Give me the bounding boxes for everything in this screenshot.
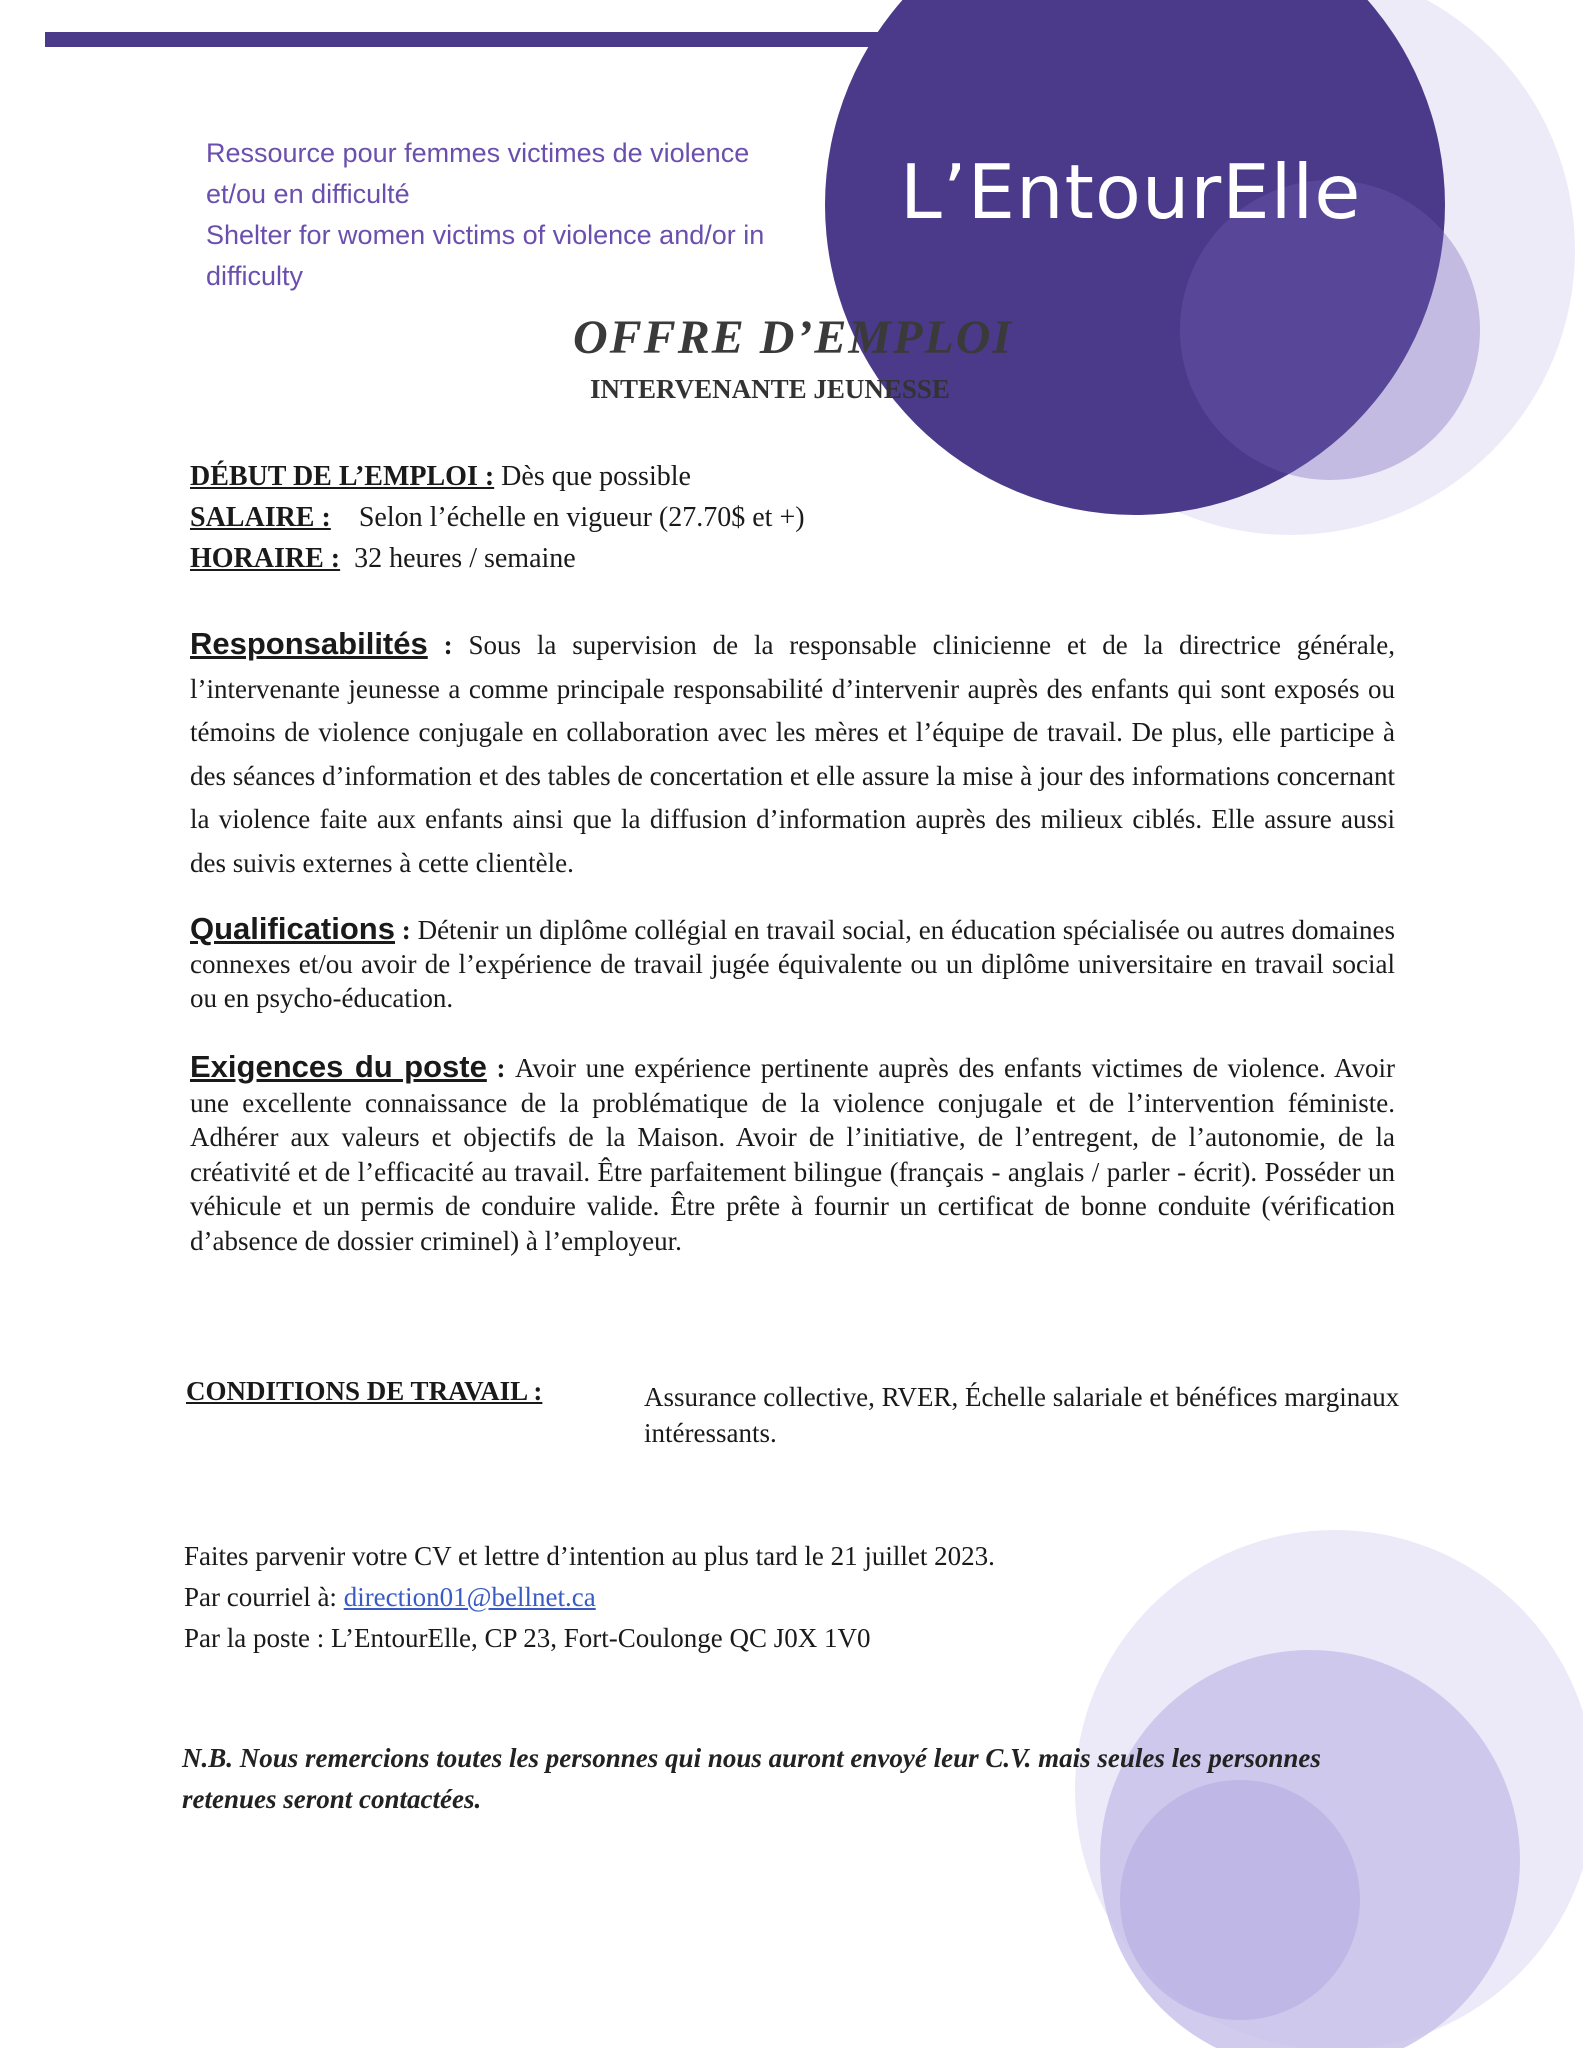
section-text: Sous la supervision de la responsable clinicienne et de la directrice générale, l’intervenante jeunesse a comme principale responsabilité d’intervenir auprès des enfants qui sont exposés ou témoins de violence conjugale en collaboration avec les mères et l’équipe de travail. De plus, elle participe à des séances d’information et des tables de concertation et elle assure la mise à jour des informations concernant la violence faite aux enfants ainsi que la diffusion d’information auprès des milieux ciblés. Elle assure aussi des suivis externes à cette clientèle. [190,630,1395,878]
section-heading: Qualifications [190,911,395,946]
apply-deadline: Faites parvenir votre CV et lettre d’intention au plus tard le 21 juillet 2023. [184,1541,995,1571]
page-subtitle: INTERVENANTE JEUNESSE [590,374,950,404]
fact-value: Dès que possible [501,461,691,492]
closing-note: N.B. Nous remercions toutes les personnes qui nous auront envoyé leur C.V. mais seules les personnes retenues seront contactées. [182,1743,1321,1814]
org-description-line: Shelter for women victims of violence and/or in [206,220,765,250]
fact-schedule [190,538,805,579]
apply-email-prefix: Par courriel à: [184,1582,344,1612]
section-text: Détenir un diplôme collégial en travail social, en éducation spécialisée ou autres domaines connexes et/ou avoir de l’expérience de travail jugée équivalente ou un diplôme universitaire en travail social ou en psycho-éducation. [190,915,1396,1013]
fact-value: Selon l’échelle en vigueur (27.70$ et +) [358,502,805,533]
org-description [206,133,886,297]
application-instructions [184,1536,995,1659]
fact-value: 32 heures / semaine [354,543,576,574]
org-description-line: et/ou en difficulté [206,179,410,209]
section-heading: Exigences du poste [190,1049,487,1084]
fact-label: DÉBUT DE L’EMPLOI : [190,461,495,492]
conditions-label: CONDITIONS DE TRAVAIL : [186,1376,543,1406]
org-description-line: difficulty [206,261,304,291]
section-text: Avoir une expérience pertinente auprès des enfants victimes de violence. Avoir une excellente connaissance de la problématique de la violence conjugale et de l’intervention féministe. Adhérer aux valeurs et objectifs de la Maison. Avoir de l’initiative, de l’entregent, de l’autonomie, de la créativité et de l’efficacité au travail. Être parfaitement bilingue (français - anglais / parler - écrit). Posséder un véhicule et un permis de conduire valide. Être prête à fournir un certificat de bonne conduite (vérification d’absence de dossier criminel) à l’employeur. [190,1053,1395,1256]
responsibilities-section: Responsabilités : Sous la supervision de la responsable clinicienne et de la directrice générale, l’intervenante jeunesse a comme principale responsabilité d’intervenir auprès des enfants qui sont exposés ou témoins de violence conjugale en collaboration avec les mères et l’équipe de travail. De plus, elle participe à des séances d’information et des tables de concertation et elle assure la mise à jour des informations concernant la violence faite aux enfants ainsi que la diffusion d’information auprès des milieux ciblés. Elle assure aussi des suivis externes à cette clientèle. [190,626,1395,878]
org-description-line: Ressource pour femmes victimes de violence [206,138,750,168]
job-facts [190,456,805,579]
qualifications-section: Qualifications : Détenir un diplôme collégial en travail social, en éducation spécialisée ou autres domaines connexes et/ou avoir de l’expérience de travail jugée équivalente ou un diplôme universitaire en travail social ou en psycho-éducation. [190,911,1396,1013]
page-title: OFFRE D’EMPLOI [573,311,1014,364]
apply-post: Par la poste : L’EntourElle, CP 23, Fort-Coulonge QC J0X 1V0 [184,1623,871,1653]
fact-start [190,456,805,497]
requirements-section: Exigences du poste : Avoir une expérience pertinente auprès des enfants victimes de violence. Avoir une excellente connaissance de la problématique de la violence conjugale et de l’intervention féministe. Adhérer aux valeurs et objectifs de la Maison. Avoir de l’initiative, de l’entregent, de l’autonomie, de la créativité et de l’efficacité au travail. Être parfaitement bilingue (français - anglais / parler - écrit). Posséder un véhicule et un permis de conduire valide. Être prête à fournir un certificat de bonne conduite (vérification d’absence de dossier criminel) à l’employeur. [190,1049,1395,1256]
fact-label: HORAIRE : [190,543,341,574]
email-link[interactable]: direction01@bellnet.ca [343,1582,596,1612]
fact-label: SALAIRE : [190,502,331,533]
logo-text: L’EntourElle [900,148,1362,236]
apply-email-line [184,1577,995,1618]
fact-salary [190,497,805,538]
section-heading: Responsabilités [190,626,428,661]
conditions-text: Assurance collective, RVER, Échelle salariale et bénéfices marginaux intéressants. [644,1382,1400,1448]
